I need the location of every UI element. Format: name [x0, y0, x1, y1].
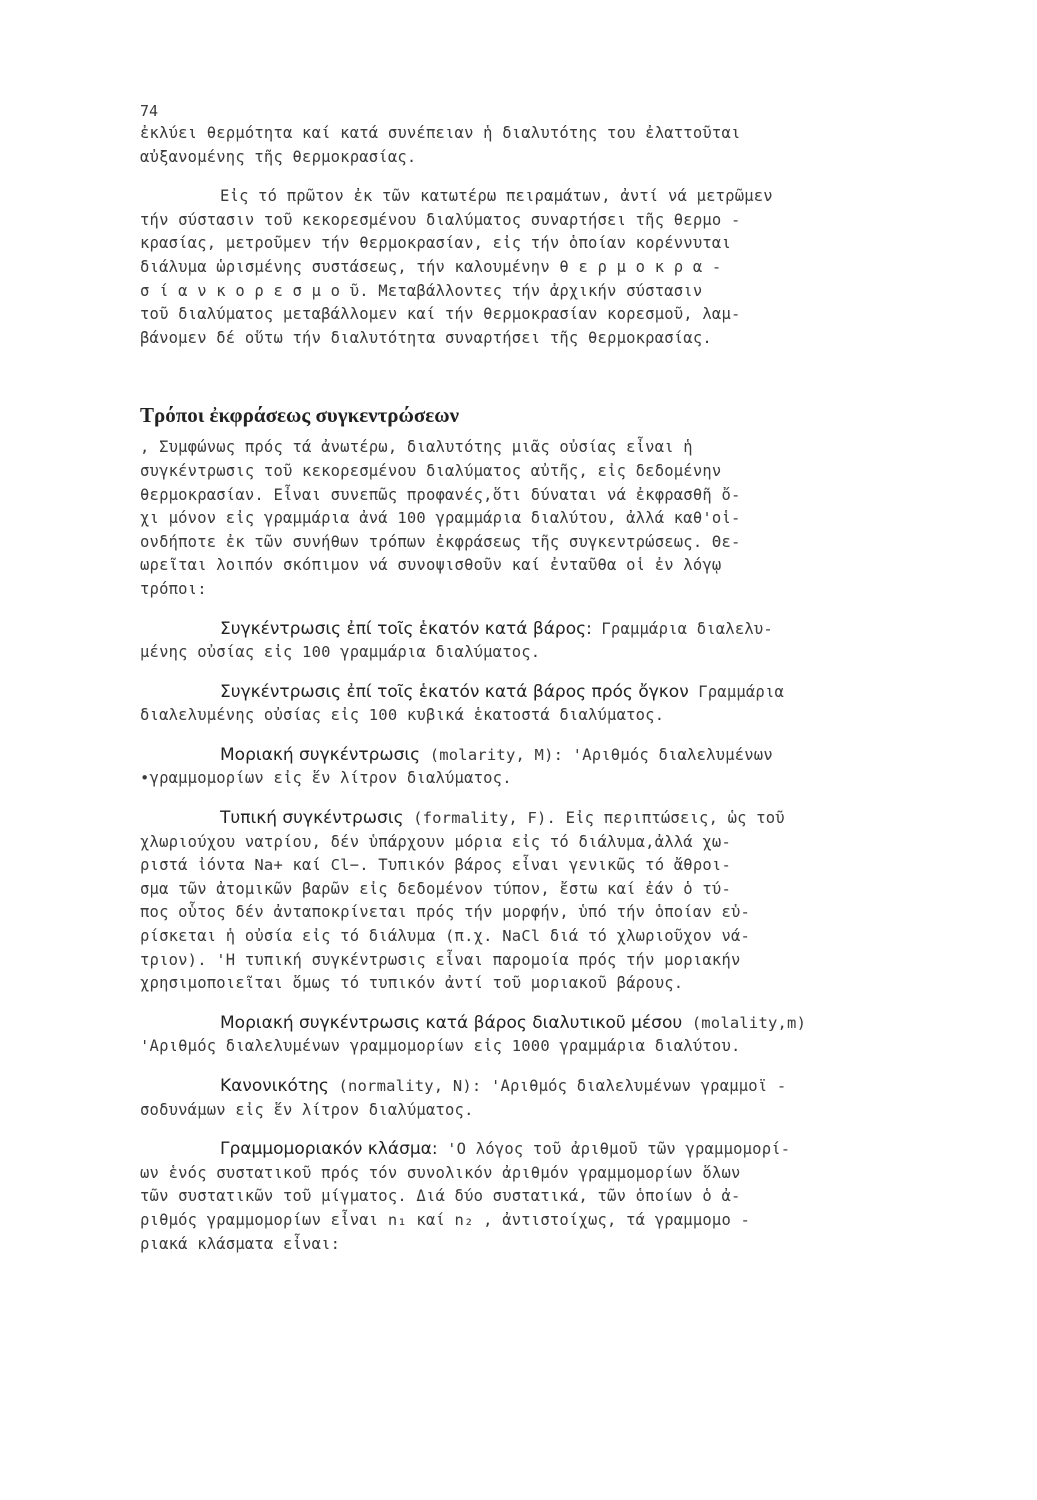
page-number: 74: [140, 102, 159, 120]
definition-percent-weight-volume: [140, 681, 990, 728]
text-line: τῶν συστατικῶν τοῦ μίγματος. Διά δύο συστατικά, τῶν ὁποίων ὁ ἀ-: [140, 1187, 741, 1206]
text-line: ἐκλύει θερμότητα καί κατά συνέπειαν ἡ διαλυτότης του ἐλαττοῦται: [140, 124, 741, 142]
definition-text: Γραμμάρια: [688, 682, 785, 701]
definition-term: Συγκέντρωσις ἐπί τοῖς ἑκατόν κατά βάρος πρός ὄγκον: [220, 681, 689, 702]
text-line: ωρεῖται λοιπόν σκόπιμον νά συνοψισθοῦν καί ἐνταῦθα οἱ ἐν λόγῳ: [140, 556, 722, 575]
text-line: τήν σύστασιν τοῦ κεκορεσμένου διαλύματος συναρτήσει τῆς θερμο -: [140, 210, 741, 229]
definition-text: (molality,m): [682, 1013, 807, 1032]
text-line: αὐξανομένης τῆς θερμοκρασίας.: [140, 147, 417, 166]
text-line: θερμοκρασίαν. Εἶναι συνεπῶς προφανές,ὅτι δύναται νά ἐκφρασθῆ ὄ-: [140, 485, 741, 504]
text-line: 'Αριθμός διαλελυμένων γραμμομορίων εἰς 1000 γραμμάρια διαλύτου.: [140, 1037, 741, 1056]
section-heading: Τρόποι ἐκφράσεως συγκεντρώσεων: [140, 403, 460, 428]
text-line: μένης οὐσίας εἰς 100 γραμμάρια διαλύματος.: [140, 643, 541, 662]
text-line: χλωριούχου νατρίου, δέν ὑπάρχουν μόρια εἰς τό διάλυμα,ἀλλά χω-: [140, 832, 731, 851]
text-line: ριακά κλάσματα εἶναι:: [140, 1234, 341, 1253]
intro-paragraph: [140, 122, 990, 169]
text-line: ρίσκεται ἡ οὐσία εἰς τό διάλυμα (π.χ. NaCl διά τό χλωριοῦχον νά-: [140, 927, 751, 946]
definition-text: (normality, N): 'Αριθμός διαλελυμένων γραμμοϊ -: [328, 1077, 787, 1095]
definition-molality: [140, 1012, 990, 1059]
definition-term: Γραμμομοριακόν κλάσμα:: [220, 1139, 438, 1160]
paragraph-solubility-method: [140, 185, 990, 350]
text-line: βάνομεν δέ οὕτω τήν διαλυτότητα συναρτήσει τῆς θερμοκρασίας.: [140, 328, 712, 347]
definition-molarity: [140, 744, 990, 791]
definition-percent-by-weight: [140, 618, 990, 665]
text-line: , Συμφώνως πρός τά ἀνωτέρω, διαλυτότης μιᾶς οὐσίας εἶναι ἡ: [140, 438, 693, 457]
text-line: συγκέντρωσις τοῦ κεκορεσμένου διαλύματος αὐτῆς, εἰς δεδομένην: [140, 461, 722, 480]
text-line: πος οὗτος δέν ἀνταποκρίνεται πρός τήν μορφήν, ὑπό τήν ὁποίαν εὑ-: [140, 903, 751, 922]
text-line: χι μόνον εἰς γραμμάρια ἀνά 100 γραμμάρια διαλύτου, ἀλλά καθ'οἱ-: [140, 509, 741, 528]
definition-normality: [140, 1075, 990, 1122]
text-line: κρασίας, μετροῦμεν τήν θερμοκρασίαν, εἰς τήν ὁποίαν κορέννυται: [140, 234, 731, 253]
paragraph-concentration-intro: [140, 436, 990, 601]
text-line: ων ἑνός συστατικοῦ πρός τόν συνολικόν ἀριθμόν γραμμομορίων ὅλων: [140, 1163, 741, 1182]
text-line: διάλυμα ὡρισμένης συστάσεως, τήν καλουμένην θ ε ρ μ ο κ ρ α -: [140, 257, 722, 276]
text-line: τοῦ διαλύματος μεταβάλλομεν καί τήν θερμοκρασίαν κορεσμοῦ, λαμ-: [140, 305, 741, 324]
definition-mole-fraction: [140, 1138, 990, 1256]
definition-term: Κανονικότης: [220, 1076, 329, 1096]
text-line: ριστά ἰόντα Na+ καί Cl−. Τυπικόν βάρος εἶναι γενικῶς τό ἄθροι-: [140, 856, 731, 875]
definition-term: Μοριακή συγκέντρωσις κατά βάρος διαλυτικοῦ μέσου: [220, 1012, 683, 1033]
text-line: •γραμμομορίων εἰς ἕν λίτρον διαλύματος.: [140, 769, 512, 788]
page: [140, 100, 990, 1256]
text-line: τριον). 'Η τυπική συγκέντρωσις εἶναι παρομοία πρός τήν μοριακήν: [140, 950, 741, 969]
text-line: διαλελυμένης οὐσίας εἰς 100 κυβικά ἑκατοστά διαλύματος.: [140, 706, 665, 725]
text-line: σμα τῶν ἀτομικῶν βαρῶν εἰς δεδομένον τύπον, ἔστω καί ἐάν ὁ τύ-: [140, 879, 731, 898]
text-line: σ ί α ν κ ο ρ ε σ μ ο ῦ. Μεταβάλλοντες τήν ἀρχικήν σύστασιν: [140, 281, 703, 300]
definition-term: Μοριακή συγκέντρωσις: [220, 744, 421, 765]
text-line: σοδυνάμων εἰς ἕν λίτρον διαλύματος.: [140, 1100, 474, 1119]
definition-text: (molarity, M): 'Αριθμός διαλελυμένων: [420, 745, 773, 764]
definition-text: 'Ο λόγος τοῦ ἀριθμοῦ τῶν γραμμομορί-: [437, 1140, 791, 1159]
text-line: ονδήποτε ἐκ τῶν συνήθων τρόπων ἐκφράσεως τῆς συγκεντρώσεως. Θε-: [140, 532, 741, 551]
definition-text: (formality, F). Εἰς περιπτώσεις, ὡς τοῦ: [403, 809, 785, 828]
text-line: τρόποι:: [140, 579, 207, 598]
definition-formality: [140, 807, 990, 996]
definition-term: Συγκέντρωσις ἐπί τοῖς ἑκατόν κατά βάρος:: [220, 618, 592, 639]
text-line: Εἰς τό πρῶτον ἐκ τῶν κατωτέρω πειραμάτων, ἀντί νά μετρῶμεν: [220, 187, 773, 206]
text-line: ριθμός γραμμομορίων εἶναι n₁ καί n₂ , ἀντιστοίχως, τά γραμμομο -: [140, 1210, 751, 1229]
definition-text: Γραμμάρια διαλελυ-: [591, 619, 773, 638]
text-line: χρησιμοποιεῖται ὅμως τό τυπικόν ἀντί τοῦ μοριακοῦ βάρους.: [140, 974, 684, 993]
definition-term: Τυπική συγκέντρωσις: [220, 808, 404, 829]
